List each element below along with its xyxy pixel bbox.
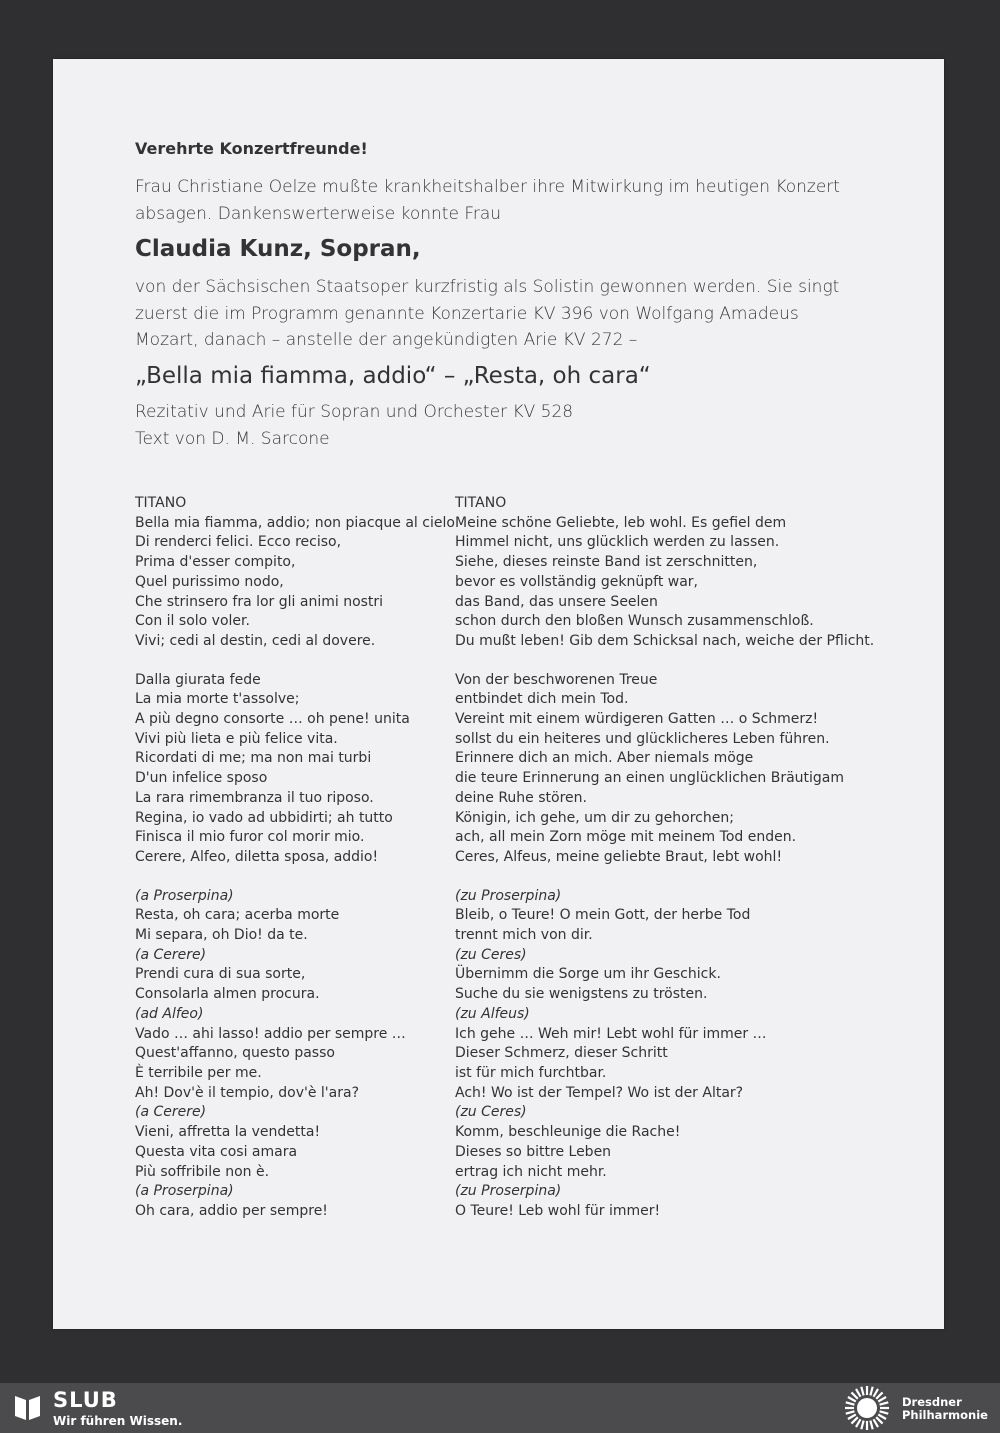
stage-direction: (zu Alfeus): [455, 1005, 530, 1022]
stage-direction: (zu Ceres): [455, 946, 527, 963]
greeting-heading: Verehrte Konzertfreunde!: [135, 139, 368, 158]
work-title: „Bella mia fiamma, addio“ – „Resta, oh cara“: [135, 363, 651, 389]
libretto-line: TITANO: [135, 495, 187, 511]
libretto-line: Quest'affanno, questo passo: [135, 1045, 335, 1062]
philharmonie-sun-icon: [842, 1383, 892, 1433]
singer-name: Claudia Kunz, Sopran,: [135, 236, 421, 262]
footer-bar: [0, 1383, 1000, 1433]
libretto-line: Più soffribile non è.: [135, 1163, 270, 1180]
libretto-line: Königin, ich gehe, um dir zu gehorchen;: [455, 809, 734, 826]
libretto-line: Dalla giurata fede: [135, 671, 261, 688]
libretto-italian: [135, 494, 455, 1222]
libretto-line: Finisca il mio furor col morir mio.: [135, 829, 365, 846]
stage-direction: (zu Proserpina): [455, 1183, 562, 1200]
stage-direction: (a Proserpina): [135, 1183, 234, 1200]
libretto-line: Komm, beschleunige die Rache!: [455, 1124, 681, 1141]
libretto-line: Quel purissimo nodo,: [135, 573, 284, 590]
slub-logo-text: SLUB: [53, 1388, 118, 1412]
libretto-line: Ach! Wo ist der Tempel? Wo ist der Altar?: [455, 1084, 744, 1101]
intro-line: absagen. Dankenswerterweise konnte Frau: [135, 203, 502, 224]
stanza-gap: [135, 868, 455, 887]
libretto-line: È terribile per me.: [135, 1064, 262, 1081]
libretto-line: das Band, das unsere Seelen: [455, 593, 658, 610]
libretto-line: D'un infelice sposo: [135, 770, 268, 787]
libretto-line: Consolarla almen procura.: [135, 986, 320, 1003]
libretto-line: La rara rimembranza il tuo riposo.: [135, 789, 374, 806]
libretto-line: O Teure! Leb wohl für immer!: [455, 1202, 661, 1219]
libretto-line: Prima d'esser compito,: [135, 554, 296, 571]
libretto-line: Du mußt leben! Gib dem Schicksal nach, weiche der Pflicht.: [455, 632, 875, 649]
libretto-line: Dieser Schmerz, dieser Schritt: [455, 1045, 668, 1062]
libretto-line: trennt mich von dir.: [455, 927, 593, 944]
work-details: [135, 399, 573, 452]
stage-direction: (ad Alfeo): [135, 1005, 204, 1022]
libretto-line: Vereint mit einem würdigeren Gatten … o Schmerz!: [455, 711, 819, 728]
libretto-line: Himmel nicht, uns glücklich werden zu lassen.: [455, 534, 780, 551]
libretto-line: Mi separa, oh Dio! da te.: [135, 927, 308, 944]
libretto-line: ist für mich furchtbar.: [455, 1064, 607, 1081]
stanza-gap: [135, 652, 455, 671]
libretto-line: Von der beschworenen Treue: [455, 671, 658, 688]
libretto-line: ach, all mein Zorn möge mit meinem Tod enden.: [455, 829, 797, 846]
libretto-line: die teure Erinnerung an einen unglücklichen Bräutigam: [455, 770, 845, 787]
libretto-line: entbindet dich mein Tod.: [455, 691, 629, 708]
libretto-line: schon durch den bloßen Wunsch zusammenschloß.: [455, 613, 814, 630]
body-line: von der Sächsischen Staatsoper kurzfristig als Solistin gewonnen werden. Sie singt: [135, 277, 840, 297]
stage-direction: (a Cerere): [135, 946, 207, 963]
libretto-line: Regina, io vado ad ubbidirti; ah tutto: [135, 809, 393, 826]
intro-line: Frau Christiane Oelze mußte krankheitshalber ihre Mitwirkung im heutigen Konzert: [135, 177, 840, 197]
libretto-line: Dieses so bittre Leben: [455, 1143, 612, 1160]
slub-tagline: Wir führen Wissen.: [53, 1414, 183, 1428]
libretto-line: Che strinsero fra lor gli animi nostri: [135, 593, 384, 610]
announcement-paragraph: [135, 274, 839, 354]
libretto-line: Erinnere dich an mich. Aber niemals möge: [455, 750, 754, 767]
stage-direction: (a Cerere): [135, 1104, 207, 1121]
work-subtitle: Rezitativ und Arie für Sopran und Orchester KV 528: [135, 402, 574, 422]
libretto-line: Resta, oh cara; acerba morte: [135, 907, 340, 924]
intro-paragraph: [135, 174, 840, 227]
libretto-line: ertrag ich nicht mehr.: [455, 1163, 607, 1180]
libretto-line: Siehe, dieses reinste Band ist zerschnitten,: [455, 554, 758, 571]
stanza-gap: [455, 652, 925, 671]
libretto-german: [455, 494, 925, 1222]
body-line: Mozart, danach – anstelle der angekündigten Arie KV 272 –: [135, 330, 638, 350]
body-line: zuerst die im Programm genannte Konzertarie KV 396 von Wolfgang Amadeus: [135, 303, 799, 324]
libretto-line: Ich gehe … Weh mir! Lebt wohl für immer …: [455, 1025, 767, 1042]
partner-line-2: Philharmonie: [902, 1408, 988, 1422]
work-text-author: Text von D. M. Sarcone: [135, 428, 330, 449]
libretto-line: Ceres, Alfeus, meine geliebte Braut, lebt wohl!: [455, 848, 783, 865]
libretto-line: Con il solo voler.: [135, 613, 250, 630]
libretto-line: La mia morte t'assolve;: [135, 691, 300, 708]
stage-direction: (zu Proserpina): [455, 887, 562, 904]
libretto-line: Questa vita cosi amara: [135, 1143, 298, 1160]
libretto-line: Vivi più lieta e più felice vita.: [135, 730, 338, 747]
libretto-line: Oh cara, addio per sempre!: [135, 1202, 328, 1219]
libretto-line: Di renderci felici. Ecco reciso,: [135, 534, 342, 551]
program-sheet: [53, 59, 944, 1329]
stanza-gap: [455, 868, 925, 887]
libretto-line: bevor es vollständig geknüpft war,: [455, 573, 698, 590]
partner-logo-text: [902, 1396, 988, 1422]
libretto-line: A più degno consorte … oh pene! unita: [135, 711, 410, 728]
libretto-line: Meine schöne Geliebte, leb wohl. Es gefiel dem: [455, 514, 787, 531]
libretto-line: Bella mia fiamma, addio; non piacque al cielo: [135, 514, 455, 531]
slub-book-icon: [12, 1391, 44, 1423]
libretto-line: Prendi cura di sua sorte,: [135, 966, 306, 983]
libretto-line: Ricordati di me; ma non mai turbi: [135, 750, 372, 767]
libretto-line: Übernimm die Sorge um ihr Geschick.: [455, 966, 721, 983]
libretto-line: Bleib, o Teure! O mein Gott, der herbe Tod: [455, 907, 751, 924]
partner-line-1: Dresdner: [902, 1395, 962, 1409]
libretto-line: Cerere, Alfeo, diletta sposa, addio!: [135, 848, 379, 865]
libretto-line: Vieni, affretta la vendetta!: [135, 1124, 321, 1141]
libretto-line: Suche du sie wenigstens zu trösten.: [455, 986, 708, 1003]
libretto-line: sollst du ein heiteres und glücklicheres Leben führen.: [455, 730, 830, 747]
libretto-line: deine Ruhe stören.: [455, 789, 587, 806]
libretto-line: TITANO: [455, 495, 507, 511]
libretto-line: Vado … ahi lasso! addio per sempre …: [135, 1025, 406, 1042]
stage-direction: (zu Ceres): [455, 1104, 527, 1121]
stage-direction: (a Proserpina): [135, 887, 234, 904]
libretto-line: Vivi; cedi al destin, cedi al dovere.: [135, 632, 376, 649]
libretto-line: Ah! Dov'è il tempio, dov'è l'ara?: [135, 1084, 359, 1101]
